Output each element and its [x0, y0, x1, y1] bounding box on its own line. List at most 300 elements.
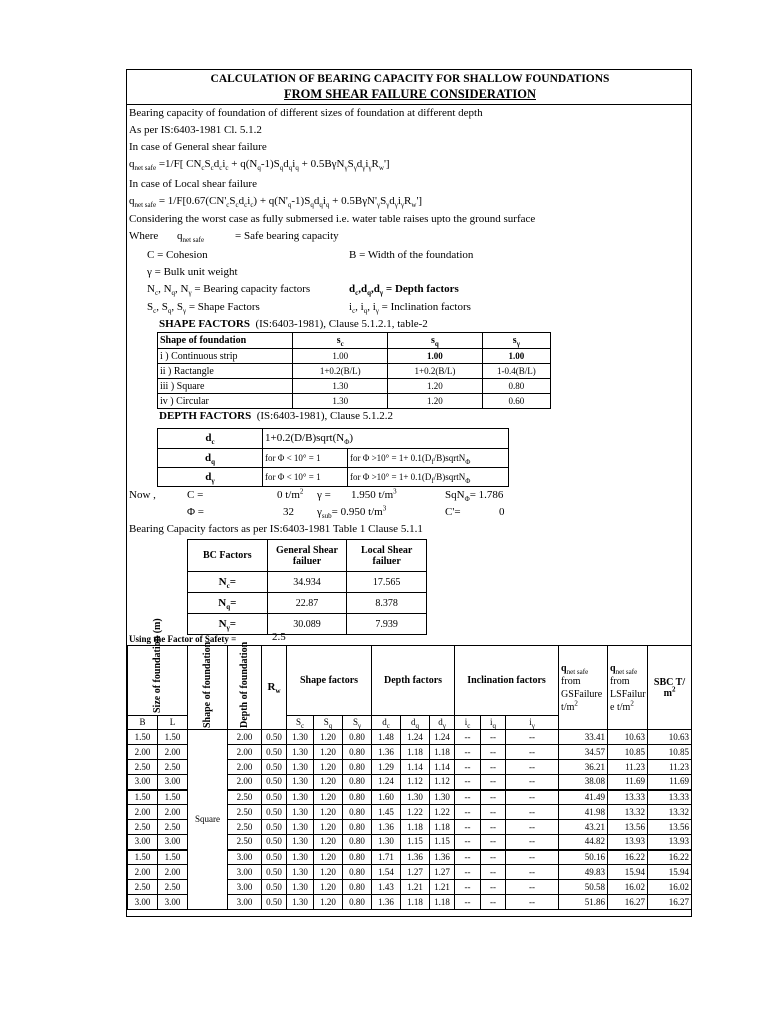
table-cell: 1.30	[287, 835, 314, 850]
table-cell: 2.50	[158, 880, 188, 895]
table-cell: 1.24	[372, 775, 401, 790]
table-cell: 13.93	[648, 835, 692, 850]
safety-value: 2.5	[272, 631, 286, 643]
depth-factors-heading: DEPTH FACTORS (IS:6403-1981), Clause 5.1.2.2	[159, 410, 393, 422]
table-cell: i ) Continuous strip	[158, 349, 293, 364]
def-i-symbols: $i_c$, $i_q$, $i_\gamma$ = Inclination factors	[349, 301, 471, 316]
table-cell: 0.50	[262, 865, 287, 880]
table-cell: 51.86	[559, 895, 608, 910]
table-cell: 15.94	[608, 865, 648, 880]
hdr-shape-factors: Shape factors	[287, 646, 372, 716]
table-cell: 1.30	[287, 880, 314, 895]
table-cell: for $\Phi >10^\circ = 1+ 0.1(D_f/B)sqrtN_\Phi$	[348, 468, 509, 487]
table-cell: 1.50	[158, 790, 188, 805]
table-cell: 50.58	[559, 880, 608, 895]
table-cell: ii ) Ractangle	[158, 364, 293, 379]
table-cell: 1.18	[430, 820, 455, 835]
table-cell: 1.20	[314, 835, 343, 850]
def-q-symbol: $q_{net safe}$	[177, 230, 205, 245]
table-row	[158, 429, 509, 449]
table-cell: --	[455, 880, 481, 895]
table-cell: 3.00	[228, 865, 262, 880]
table-cell: 0.50	[262, 790, 287, 805]
table-cell: 1.36	[372, 895, 401, 910]
table-cell: 11.23	[608, 760, 648, 775]
table-cell: 1.15	[430, 835, 455, 850]
table-cell: 22.87	[267, 593, 347, 614]
local-shear-heading: In case of Local shear failure	[129, 178, 257, 190]
table-cell: $1+0.2(D/B)sqrt(N_\Phi)$	[263, 429, 509, 449]
table-cell: 1.36	[372, 745, 401, 760]
table-cell: 0.80	[343, 745, 372, 760]
table-cell: 1.30	[287, 730, 314, 745]
table-cell: 1.30	[401, 790, 430, 805]
table-cell: 34.934	[267, 572, 347, 593]
table-cell: 10.63	[608, 730, 648, 745]
table-row	[158, 468, 509, 487]
table-row	[158, 449, 509, 468]
shape-factors-table	[157, 332, 551, 409]
bc-header-factor: BC Factors	[188, 540, 268, 572]
table-cell: --	[506, 850, 559, 865]
general-shear-formula: $q_{net safe} =1/F$[ $CN_cS_cd_ci_c + q(N_q-1)S_qd_qi_q + 0.5B\gamma N_\gamma S_\gamma d_\gamma i_\gamma R_w'$]	[129, 158, 390, 173]
table-cell: 2.50	[228, 835, 262, 850]
table-cell: 0.50	[262, 820, 287, 835]
table-cell: 1.22	[401, 805, 430, 820]
shape-cell: Square	[188, 730, 228, 910]
table-cell: --	[455, 730, 481, 745]
gamma-value: 1.950 $t/m^3$	[351, 487, 397, 501]
table-row	[188, 593, 427, 614]
hdr-inclination: Inclination factors	[455, 646, 559, 716]
table-cell: 1.50	[158, 730, 188, 745]
table-cell: 1.22	[430, 805, 455, 820]
table-cell: --	[481, 895, 506, 910]
table-cell: 1.30	[287, 805, 314, 820]
sf-header-sgamma: $s_\gamma$	[482, 333, 550, 349]
table-cell: 0.50	[262, 895, 287, 910]
hdr-sgamma: $S_\gamma$	[343, 716, 372, 730]
table-cell: 1.50	[128, 850, 158, 865]
table-cell: --	[506, 820, 559, 835]
table-cell: 1.12	[430, 775, 455, 790]
depth-factors-table	[157, 428, 509, 487]
table-cell: 1.71	[372, 850, 401, 865]
table-cell: 1.30	[372, 835, 401, 850]
def-q: = Safe bearing capacity	[235, 230, 339, 242]
cprime-label: C'=	[445, 506, 461, 518]
title-line-1: CALCULATION OF BEARING CAPACITY FOR SHALLOW FOUNDATIONS	[210, 73, 610, 85]
shape-factors-heading: SHAPE FACTORS (IS:6403-1981), Clause 5.1.2.1, table-2	[159, 318, 428, 330]
hdr-ls: $q_{net safe}$ from LSFailur e $t/m^2$	[608, 646, 648, 730]
hdr-sq: $S_q$	[314, 716, 343, 730]
table-cell: 10.63	[648, 730, 692, 745]
table-cell: 1.20	[314, 745, 343, 760]
table-cell: 0.80	[482, 379, 550, 394]
table-cell: --	[455, 805, 481, 820]
table-cell: 50.16	[559, 850, 608, 865]
table-cell: 16.27	[608, 895, 648, 910]
table-cell: --	[455, 835, 481, 850]
general-shear-heading: In case of General shear failure	[129, 141, 267, 153]
table-cell: --	[506, 895, 559, 910]
safety-label: Using the Factor of Safety =	[129, 634, 237, 644]
table-cell: 1.20	[314, 895, 343, 910]
table-cell: 17.565	[347, 572, 427, 593]
table-cell: 41.98	[559, 805, 608, 820]
worst-case-note: Considering the worst case as fully submersed i.e. water table raises upto the ground surface	[129, 213, 536, 225]
table-cell: --	[481, 820, 506, 835]
table-cell: for $\Phi >10^\circ = 1+ 0.1(D_f/B)sqrtN_\Phi$	[348, 449, 509, 468]
table-cell: --	[455, 895, 481, 910]
table-cell: --	[506, 880, 559, 895]
table-cell: 1.14	[430, 760, 455, 775]
table-cell: 1.21	[430, 880, 455, 895]
table-cell: 13.33	[648, 790, 692, 805]
table-cell: 1.30	[293, 394, 388, 409]
hdr-depth: Depth of foundation	[228, 646, 262, 730]
table-cell: 1.18	[430, 745, 455, 760]
table-cell: 13.32	[608, 805, 648, 820]
table-row	[188, 614, 427, 635]
table-row	[158, 379, 551, 394]
hdr-rw: $R_w$	[262, 646, 287, 730]
table-cell: 8.378	[347, 593, 427, 614]
table-cell: 0.50	[262, 775, 287, 790]
hdr-ic: $i_c$	[455, 716, 481, 730]
table-cell: --	[455, 820, 481, 835]
table-cell: 0.50	[262, 880, 287, 895]
table-cell: 1.36	[401, 850, 430, 865]
table-cell: 1.20	[314, 730, 343, 745]
table-cell: 2.00	[228, 775, 262, 790]
table-cell: 1.00	[293, 349, 388, 364]
table-cell: 1.15	[401, 835, 430, 850]
table-cell: 0.80	[343, 835, 372, 850]
table-cell: 1.00	[388, 349, 483, 364]
table-cell: 2.00	[228, 730, 262, 745]
table-cell: 34.57	[559, 745, 608, 760]
local-shear-formula: $q_{net safe} = 1/F[0.67(CN'_cS_cd_ci_c) + q(N'_q-1)S_qd_qi_q + 0.5B\gamma N'_\gamma S_\gamma d_\gamma i_\gamma R_w']$	[129, 195, 423, 210]
table-cell: iii ) Square	[158, 379, 293, 394]
table-cell: 16.22	[648, 850, 692, 865]
table-cell: 0.80	[343, 850, 372, 865]
table-cell: 41.49	[559, 790, 608, 805]
intro-line-1: Bearing capacity of foundation of different sizes of foundation at different depth	[129, 107, 483, 119]
hdr-sc: $S_c$	[287, 716, 314, 730]
table-cell: 1.20	[314, 880, 343, 895]
table-cell: 1.30	[287, 895, 314, 910]
sf-header-sq: $s_q$	[388, 333, 483, 349]
table-cell: iv ) Circular	[158, 394, 293, 409]
title-line-2: FROM SHEAR FAILURE CONSIDERATION	[284, 87, 536, 101]
table-cell: 2.00	[158, 865, 188, 880]
table-cell: 1.30	[430, 790, 455, 805]
table-cell: 2.50	[228, 820, 262, 835]
table-cell: 10.85	[608, 745, 648, 760]
table-cell: 2.50	[128, 820, 158, 835]
table-cell: 1.36	[372, 820, 401, 835]
table-cell: 1.30	[287, 775, 314, 790]
table-cell: 1.20	[314, 760, 343, 775]
table-cell: --	[506, 790, 559, 805]
intro-line-2: As per IS:6403-1981 Cl. 5.1.2	[129, 124, 262, 136]
table-cell: 1.29	[372, 760, 401, 775]
table-cell: --	[506, 745, 559, 760]
table-cell: 13.33	[608, 790, 648, 805]
table-cell: 1.27	[401, 865, 430, 880]
table-cell: 1.45	[372, 805, 401, 820]
table-cell: 1+0.2(B/L)	[388, 364, 483, 379]
table-row	[188, 572, 427, 593]
table-cell: --	[455, 790, 481, 805]
def-b: B = Width of the foundation	[349, 249, 474, 261]
phi-value: 32	[283, 506, 294, 518]
table-cell: --	[481, 775, 506, 790]
def-gamma: γ = Bulk unit weight	[147, 266, 238, 278]
table-cell: 2.00	[228, 745, 262, 760]
gamma-sub-value: $\gamma_{sub}= 0.950$ $t/m^3$	[317, 504, 387, 521]
table-cell: --	[506, 760, 559, 775]
hdr-l: L	[158, 716, 188, 730]
table-cell: 0.80	[343, 790, 372, 805]
table-cell: 16.02	[608, 880, 648, 895]
table-cell: --	[481, 730, 506, 745]
table-cell: 0.80	[343, 895, 372, 910]
table-cell: for Φ < 10° = 1	[263, 468, 348, 487]
table-cell: --	[455, 865, 481, 880]
hdr-sbc: SBC T/ $m^2$	[648, 646, 692, 730]
table-cell: 2.50	[128, 760, 158, 775]
table-cell: --	[481, 790, 506, 805]
hdr-igamma: $i_\gamma$	[506, 716, 559, 730]
table-cell: --	[455, 775, 481, 790]
table-cell: 1.30	[287, 745, 314, 760]
table-cell: 1.00	[482, 349, 550, 364]
hdr-dgamma: $d_\gamma$	[430, 716, 455, 730]
table-cell: --	[481, 850, 506, 865]
def-s: = Shape Factors	[188, 301, 260, 313]
table-cell: 11.23	[648, 760, 692, 775]
def-d-symbols: $d_c,d_q,d_\gamma$ = Depth factors	[349, 283, 459, 298]
where-label: Where	[129, 230, 159, 242]
table-cell: 2.00	[158, 805, 188, 820]
hdr-gs: $q_{net safe}$ from GSFailure $t/m^2$	[559, 646, 608, 730]
now-label: Now ,	[129, 489, 156, 501]
table-cell: 13.93	[608, 835, 648, 850]
table-cell: $N_q=$	[188, 593, 268, 614]
table-cell: 2.00	[128, 865, 158, 880]
bc-factors-table	[187, 539, 427, 635]
table-cell: 0.80	[343, 865, 372, 880]
table-cell: 1-0.4(B/L)	[482, 364, 550, 379]
table-cell: $d_c$	[158, 429, 263, 449]
table-cell: 16.27	[648, 895, 692, 910]
table-cell: 0.50	[262, 745, 287, 760]
table-cell: 0.50	[262, 835, 287, 850]
table-cell: 1.21	[401, 880, 430, 895]
table-cell: 0.80	[343, 805, 372, 820]
table-cell: --	[455, 760, 481, 775]
table-cell: 3.00	[228, 895, 262, 910]
table-cell: 2.00	[128, 805, 158, 820]
table-cell: 2.50	[228, 790, 262, 805]
table-cell: 30.089	[267, 614, 347, 635]
def-i: = Inclination factors	[381, 301, 471, 313]
table-cell: 1.20	[314, 790, 343, 805]
table-cell: 1.20	[314, 820, 343, 835]
table-cell: --	[455, 850, 481, 865]
table-cell: 1.30	[287, 820, 314, 835]
table-row	[128, 730, 692, 745]
hdr-dq: $d_q$	[401, 716, 430, 730]
def-s-symbols: $S_c$, $S_q$, $S_\gamma$ = Shape Factors	[147, 301, 260, 316]
table-row	[158, 364, 551, 379]
table-cell: --	[506, 835, 559, 850]
def-c: C = Cohesion	[147, 249, 208, 261]
spreadsheet-page	[126, 69, 692, 917]
table-cell: 2.50	[158, 760, 188, 775]
divider	[127, 104, 691, 105]
def-n: = Bearing capacity factors	[194, 283, 311, 295]
table-cell: 2.00	[158, 745, 188, 760]
table-cell: 1.43	[372, 880, 401, 895]
table-cell: --	[481, 835, 506, 850]
cprime-value: 0	[499, 506, 505, 518]
table-cell: 15.94	[648, 865, 692, 880]
table-row	[158, 394, 551, 409]
table-cell: $N_\gamma=$	[188, 614, 268, 635]
table-cell: 1.20	[388, 379, 483, 394]
table-cell: 13.56	[648, 820, 692, 835]
table-cell: 0.60	[482, 394, 550, 409]
table-cell: 1.18	[401, 895, 430, 910]
table-cell: 1.18	[401, 745, 430, 760]
table-cell: 1.30	[287, 865, 314, 880]
table-cell: 0.80	[343, 730, 372, 745]
bc-header-local: Local Shear failuer	[347, 540, 427, 572]
table-cell: $d_\gamma$	[158, 468, 263, 487]
table-cell: 1.30	[287, 790, 314, 805]
table-cell: 11.69	[648, 775, 692, 790]
c-value: 0 $t/m^2$	[277, 487, 304, 501]
table-cell: 0.80	[343, 760, 372, 775]
table-cell: 1.18	[401, 820, 430, 835]
results-body	[128, 730, 692, 910]
table-cell: --	[481, 880, 506, 895]
table-cell: 10.85	[648, 745, 692, 760]
table-cell: 38.08	[559, 775, 608, 790]
table-cell: --	[481, 760, 506, 775]
table-cell: 1.24	[401, 730, 430, 745]
table-cell: 2.00	[128, 745, 158, 760]
table-cell: 2.50	[228, 805, 262, 820]
hdr-shape: Shape of foundation	[188, 646, 228, 730]
table-cell: 3.00	[158, 835, 188, 850]
table-cell: 1.30	[287, 850, 314, 865]
table-cell: 3.00	[128, 835, 158, 850]
table-cell: --	[481, 865, 506, 880]
table-cell: 13.56	[608, 820, 648, 835]
table-cell: 3.00	[128, 895, 158, 910]
bc-header-general: General Shear failuer	[267, 540, 347, 572]
table-cell: --	[455, 745, 481, 760]
table-cell: 1.50	[128, 790, 158, 805]
c-label: C =	[187, 489, 204, 501]
table-cell: 1.20	[314, 865, 343, 880]
table-cell: 7.939	[347, 614, 427, 635]
table-cell: 1.24	[430, 730, 455, 745]
table-cell: for Φ < 10° = 1	[263, 449, 348, 468]
table-cell: 0.50	[262, 730, 287, 745]
gamma-label: γ =	[317, 489, 331, 501]
hdr-depth-factors: Depth factors	[372, 646, 455, 716]
table-cell: 1.60	[372, 790, 401, 805]
table-cell: 1.20	[314, 775, 343, 790]
table-cell: 1.20	[388, 394, 483, 409]
hdr-b: B	[128, 716, 158, 730]
table-cell: 11.69	[608, 775, 648, 790]
table-cell: 3.00	[158, 775, 188, 790]
table-cell: 13.32	[648, 805, 692, 820]
table-cell: --	[506, 775, 559, 790]
table-cell: $d_q$	[158, 449, 263, 468]
table-cell: 44.82	[559, 835, 608, 850]
table-cell: 43.21	[559, 820, 608, 835]
def-n-symbols: $N_c$, $N_q$, $N_\gamma$ = Bearing capacity factors	[147, 283, 311, 298]
table-cell: --	[481, 805, 506, 820]
table-cell: 3.00	[228, 850, 262, 865]
table-cell: 1.18	[430, 895, 455, 910]
table-cell: 0.80	[343, 775, 372, 790]
table-cell: 49.83	[559, 865, 608, 880]
sf-header-shape: Shape of foundation	[158, 333, 293, 349]
table-cell: 1.36	[430, 850, 455, 865]
table-cell: 0.80	[343, 820, 372, 835]
table-cell: 33.41	[559, 730, 608, 745]
table-cell: 1.54	[372, 865, 401, 880]
hdr-iq: $i_q$	[481, 716, 506, 730]
hdr-dc: $d_c$	[372, 716, 401, 730]
table-cell: 1.50	[158, 850, 188, 865]
table-row	[158, 349, 551, 364]
table-cell: 1.48	[372, 730, 401, 745]
table-cell: --	[506, 730, 559, 745]
table-cell: 3.00	[228, 880, 262, 895]
table-cell: --	[506, 805, 559, 820]
bc-factors-heading: Bearing Capacity factors as per IS:6403-1981 Table 1 Clause 5.1.1	[129, 523, 423, 535]
table-cell: 1.27	[430, 865, 455, 880]
table-cell: 0.50	[262, 850, 287, 865]
table-cell: 1.14	[401, 760, 430, 775]
table-cell: $N_c=$	[188, 572, 268, 593]
table-cell: 36.21	[559, 760, 608, 775]
table-cell: 0.80	[343, 880, 372, 895]
table-cell: 2.50	[158, 820, 188, 835]
table-cell: 0.50	[262, 805, 287, 820]
def-d: = Depth factors	[385, 283, 459, 295]
table-cell: 2.50	[128, 880, 158, 895]
table-cell: 2.00	[228, 760, 262, 775]
table-cell: 3.00	[158, 895, 188, 910]
sf-header-sc: $s_c$	[293, 333, 388, 349]
table-cell: 16.22	[608, 850, 648, 865]
table-cell: 3.00	[128, 775, 158, 790]
table-cell: 1.30	[287, 760, 314, 775]
table-cell: 1+0.2(B/L)	[293, 364, 388, 379]
hdr-size: Size of foundation (m)	[128, 646, 188, 716]
table-cell: 1.30	[293, 379, 388, 394]
